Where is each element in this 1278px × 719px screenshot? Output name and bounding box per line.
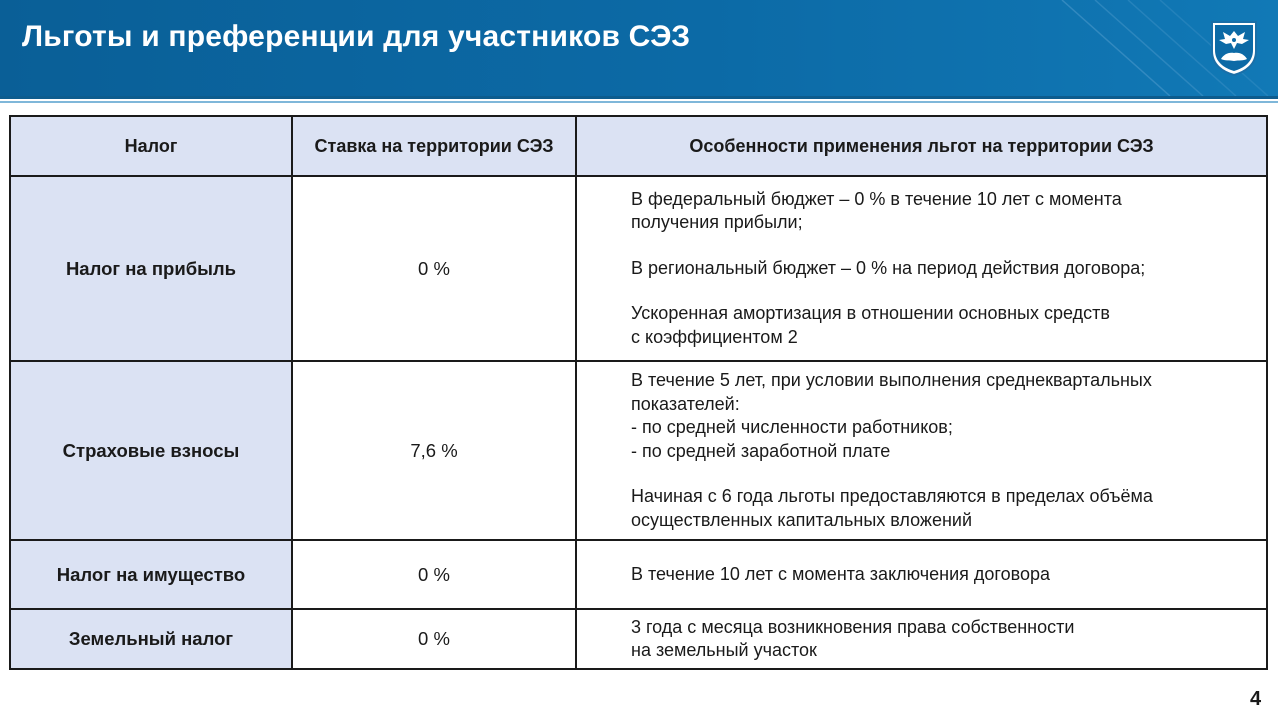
features-line: с коэффициентом 2 — [631, 326, 798, 347]
tax-rate-cell: 0 % — [292, 540, 576, 609]
features-cell — [576, 609, 1267, 669]
page-number: 4 — [1250, 688, 1262, 710]
tax-name-cell: Налог на прибыль — [10, 176, 292, 361]
slide-header — [0, 0, 1278, 96]
city-coat-of-arms-icon — [1209, 19, 1259, 77]
features-line: на земельный участок — [631, 640, 817, 660]
features-paragraph — [631, 485, 1256, 532]
features-paragraph — [631, 563, 1256, 587]
paragraph-gap — [631, 463, 1256, 485]
paragraph-gap — [631, 280, 1256, 302]
table-row — [10, 609, 1267, 669]
features-paragraph — [631, 188, 1256, 235]
tax-rate-cell: 0 % — [292, 609, 576, 669]
features-line: В течение 10 лет с момента заключения договора — [631, 563, 1050, 584]
header-features: Особенности применения льгот на территории СЭЗ — [576, 116, 1267, 176]
tax-name-cell: Земельный налог — [10, 609, 292, 669]
header-tax: Налог — [10, 116, 292, 176]
features-line: Ускоренная амортизация в отношении основных средств — [631, 303, 1110, 324]
slide-title: Льготы и преференции для участников СЭЗ — [22, 20, 691, 53]
tax-rate-cell: 0 % — [292, 176, 576, 361]
features-line: показателей: — [631, 393, 740, 414]
features-line: Начиная с 6 года льготы предоставляются в пределах объёма — [631, 486, 1153, 506]
table-row — [10, 540, 1267, 609]
table-header-row — [10, 116, 1267, 176]
features-cell — [576, 176, 1267, 361]
features-line: В региональный бюджет – 0 % на период действия договора; — [631, 257, 1146, 278]
features-paragraph — [631, 616, 1256, 663]
features-cell — [576, 540, 1267, 609]
table-row — [10, 176, 1267, 361]
table-body — [10, 176, 1267, 669]
features-paragraph — [631, 302, 1256, 349]
header-underline-accent — [0, 101, 1278, 103]
benefits-table — [9, 115, 1268, 670]
features-line: - по средней численности работников; — [631, 417, 953, 437]
header-underline — [0, 96, 1278, 99]
features-line: В течение 5 лет, при условии выполнения среднеквартальных — [631, 370, 1152, 390]
tax-name-cell: Страховые взносы — [10, 361, 292, 540]
features-line: осуществленных капитальных вложений — [631, 509, 973, 530]
features-cell — [576, 361, 1267, 540]
paragraph-gap — [631, 235, 1256, 257]
header-rate: Ставка на территории СЭЗ — [292, 116, 576, 176]
features-line: - по средней заработной плате — [631, 440, 891, 461]
features-line: 3 года с месяца возникновения права собственности — [631, 616, 1075, 637]
features-line: получения прибыли; — [631, 212, 803, 233]
tax-name-cell: Налог на имущество — [10, 540, 292, 609]
features-line: В федеральный бюджет – 0 % в течение 10 лет с момента — [631, 188, 1122, 209]
features-paragraph — [631, 257, 1256, 281]
table-row — [10, 361, 1267, 540]
tax-rate-cell: 7,6 % — [292, 361, 576, 540]
features-paragraph — [631, 369, 1256, 463]
